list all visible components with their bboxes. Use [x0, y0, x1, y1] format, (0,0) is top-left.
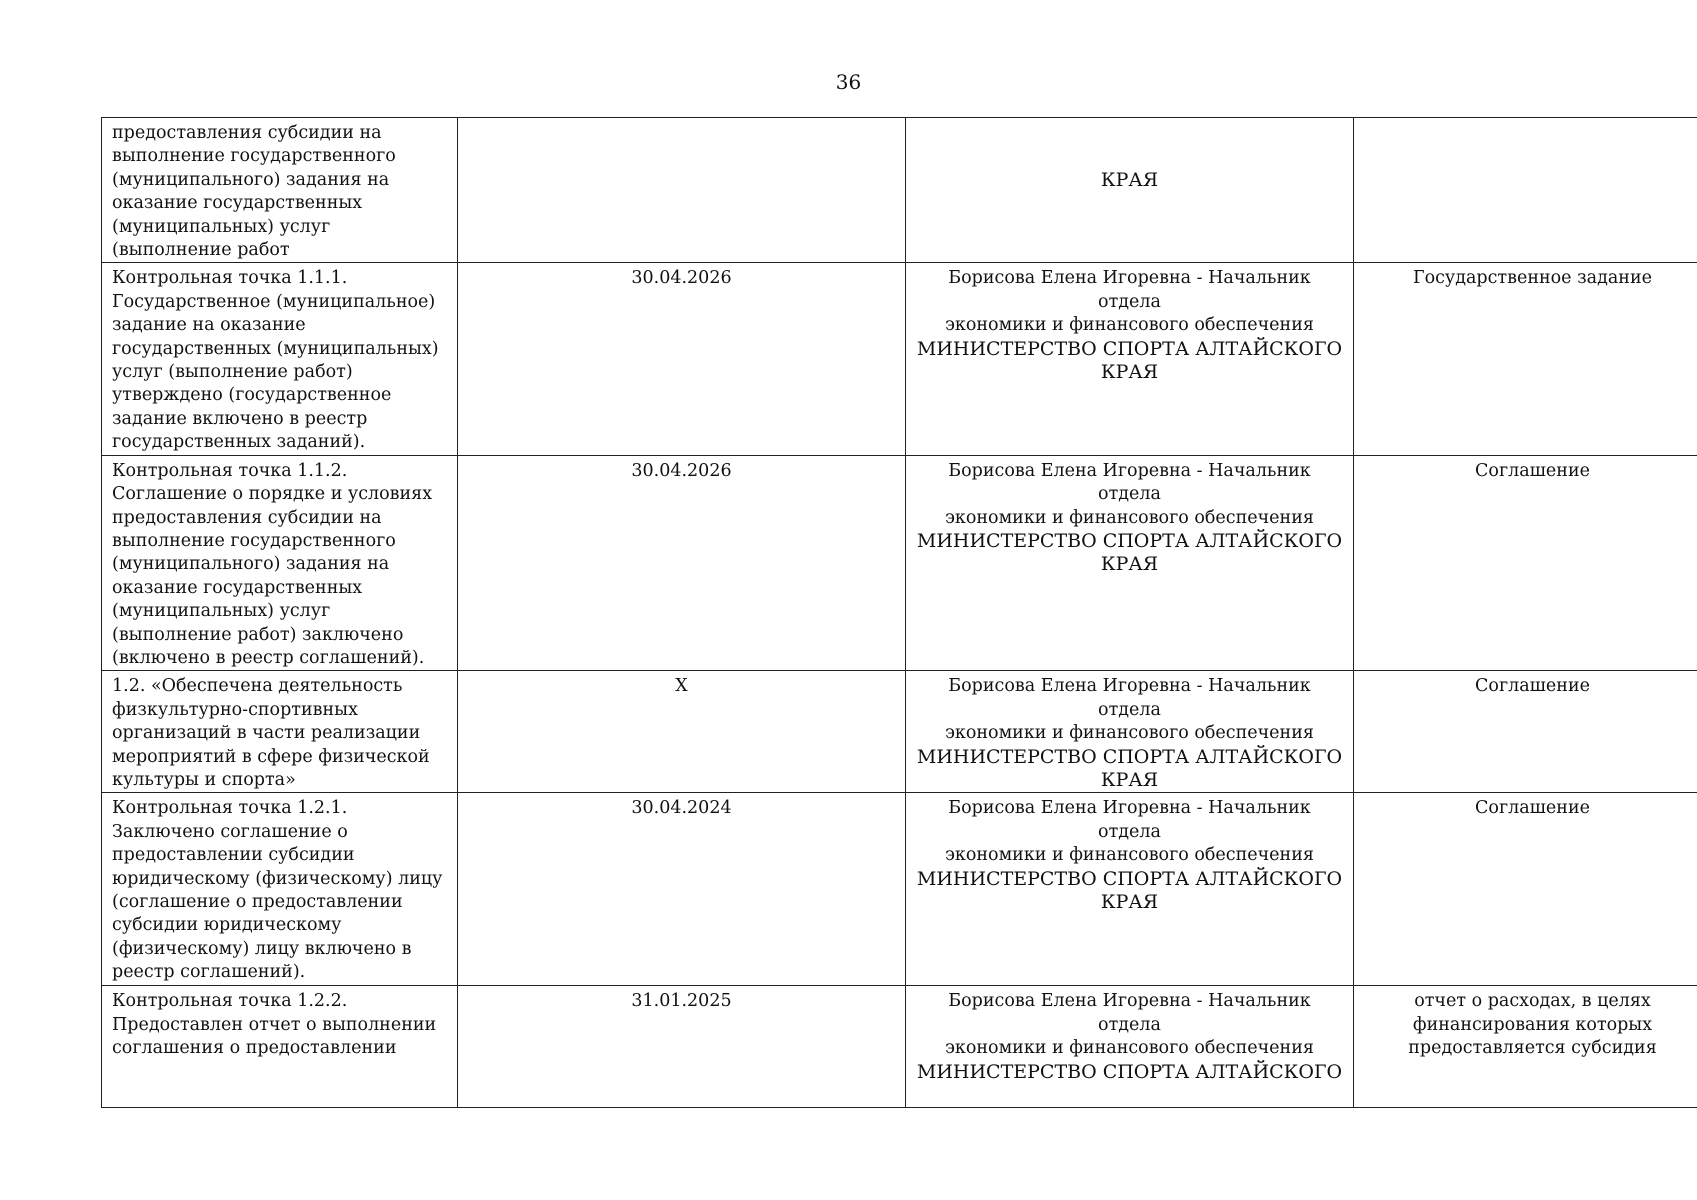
deadline-date: 30.04.2024 [631, 798, 732, 819]
document-text-line: Соглашение [1475, 460, 1590, 481]
control-point-text-line: 1.2. «Обеспечена деятельность [112, 676, 403, 697]
responsible-text-line: экономики и финансового обеспечения [945, 315, 1314, 336]
cell-control-point [102, 455, 458, 671]
responsible-text-line: экономики и финансового обеспечения [945, 845, 1314, 866]
control-point-text-line: предоставления субсидии на [112, 507, 382, 528]
control-point-text-line: Контрольная точка 1.1.1. [112, 268, 348, 289]
document-text-line: отчет о расходах, в целях [1414, 991, 1651, 1012]
responsible-text-line: КРАЯ [1100, 553, 1159, 576]
control-point-text-line: Заключено соглашение о [112, 821, 348, 842]
control-point-text-line: (муниципальных) услуг [112, 216, 331, 237]
cell-document [1354, 455, 1697, 671]
control-point-text-line: оказание государственных [112, 577, 363, 598]
deadline-date: 31.01.2025 [631, 991, 732, 1012]
control-point-text-line: (выполнение работ [112, 240, 290, 261]
responsible-text-line: экономики и финансового обеспечения [945, 1038, 1314, 1059]
control-point-text-line: государственных (муниципальных) [112, 338, 439, 359]
page-number: 36 [835, 70, 862, 94]
control-point-text-line: (физическому) лицу включено в [112, 938, 412, 959]
control-point-text-line: (выполнение работ) заключено [112, 624, 404, 645]
cell-deadline [458, 118, 906, 263]
responsible-text-line: экономики и финансового обеспечения [945, 507, 1314, 528]
responsible-text-line: МИНИСТЕРСТВО СПОРТА АЛТАЙСКОГО [916, 745, 1343, 768]
document-text-line: финансирования которых [1412, 1014, 1653, 1035]
control-point-text-line: Контрольная точка 1.2.2. [112, 991, 348, 1012]
control-point-text-line: Соглашение о порядке и условиях [112, 484, 433, 505]
control-point-text-line: Государственное (муниципальное) [112, 291, 436, 312]
responsible-text-line [916, 1084, 1343, 1107]
responsible-text-line: КРАЯ [1100, 361, 1159, 384]
table-row [102, 455, 1697, 671]
control-point-text-line: (соглашение о предоставлении [112, 892, 403, 912]
responsible-text-line [916, 145, 1343, 168]
cell-deadline [458, 793, 906, 986]
cell-deadline [458, 671, 906, 793]
control-point-text-line: задание включено в реестр [112, 408, 368, 429]
cell-responsible [906, 263, 1354, 455]
control-point-text-line: культуры и спорта» [112, 769, 296, 790]
control-point-text-line: государственных заданий). [112, 432, 366, 453]
document-text-line: Соглашение [1475, 676, 1590, 697]
cell-document [1354, 793, 1697, 986]
cell-deadline [458, 455, 906, 671]
responsible-text-line [916, 122, 1343, 145]
responsible-text-line: МИНИСТЕРСТВО СПОРТА АЛТАЙСКОГО [916, 529, 1343, 552]
cell-document [1354, 671, 1697, 793]
control-point-text-line: предоставления субсидии на [112, 123, 382, 143]
cell-responsible [906, 793, 1354, 986]
responsible-text-line: Борисова Елена Игоревна - Начальник отдела [948, 798, 1311, 842]
cell-responsible [906, 455, 1354, 671]
control-point-text-line: соглашения о предоставлении [112, 1038, 397, 1059]
deadline-date: 30.04.2026 [631, 460, 732, 481]
responsible-text-line: экономики и финансового обеспечения [945, 723, 1314, 744]
table-row [102, 793, 1697, 986]
control-point-text-line: Контрольная точка 1.1.2. [112, 460, 348, 481]
table-row [102, 118, 1697, 263]
cell-control-point [102, 118, 458, 263]
control-point-text-line: юридическому (физическому) лицу [112, 868, 443, 889]
cell-control-point [102, 671, 458, 793]
cell-responsible [906, 118, 1354, 263]
responsible-text-line: КРАЯ [1100, 891, 1159, 913]
control-point-text-line: задание на оказание [112, 315, 306, 336]
responsible-text-line: Борисова Елена Игоревна - Начальник отдела [948, 991, 1311, 1035]
document-text-line: Государственное задание [1413, 268, 1652, 289]
table-body [102, 118, 1697, 1108]
cell-document [1354, 263, 1697, 455]
control-point-text-line: (муниципальных) услуг [112, 601, 331, 622]
cell-control-point [102, 986, 458, 1108]
cell-deadline [458, 263, 906, 455]
control-point-text-line: физкультурно-спортивных [112, 699, 358, 720]
responsible-text-line: Борисова Елена Игоревна - Начальник отдела [948, 460, 1311, 505]
responsible-text-line: Борисова Елена Игоревна - Начальник отдела [948, 676, 1311, 720]
deadline-date: X [675, 676, 688, 697]
cell-control-point [102, 793, 458, 986]
table-row [102, 986, 1697, 1108]
control-points-table [101, 117, 1697, 1108]
responsible-text-line: Борисова Елена Игоревна - Начальник отдела [948, 268, 1311, 312]
deadline-date: 30.04.2026 [631, 268, 732, 289]
cell-control-point [102, 263, 458, 455]
control-point-text-line: реестр соглашений). [112, 962, 306, 983]
control-point-text-line: Предоставлен отчет о выполнении [112, 1014, 437, 1035]
cell-deadline [458, 986, 906, 1108]
control-point-text-line: оказание государственных [112, 193, 363, 214]
table-row [102, 671, 1697, 793]
control-point-text-line: Контрольная точка 1.2.1. [112, 798, 348, 819]
table-row [102, 263, 1697, 455]
responsible-text-line: МИНИСТЕРСТВО СПОРТА АЛТАЙСКОГО [916, 1060, 1343, 1083]
responsible-text-line: КРАЯ [1100, 168, 1159, 191]
responsible-text-line: МИНИСТЕРСТВО СПОРТА АЛТАЙСКОГО [916, 337, 1343, 360]
control-point-text-line: выполнение государственного [112, 146, 396, 167]
document-text-line: Соглашение [1475, 798, 1590, 819]
control-point-text-line: утверждено (государственное [112, 385, 392, 406]
cell-document [1354, 986, 1697, 1108]
control-point-text-line: выполнение государственного [112, 530, 396, 551]
control-point-text-line: предоставлении субсидии [112, 845, 355, 866]
control-point-text-line: мероприятий в сфере физической [112, 746, 430, 767]
control-point-text-line: субсидии юридическому [112, 915, 342, 936]
control-point-text-line: (муниципального) задания на [112, 554, 390, 575]
control-point-text-line: организаций в части реализации [112, 723, 421, 744]
responsible-text-line [916, 192, 1343, 215]
cell-responsible [906, 986, 1354, 1108]
responsible-text-line: КРАЯ [1100, 768, 1159, 791]
cell-document [1354, 118, 1697, 263]
control-point-text-line: (включено в реестр соглашений). [112, 647, 425, 668]
responsible-text-line: МИНИСТЕРСТВО СПОРТА АЛТАЙСКОГО [916, 867, 1343, 890]
control-point-text-line: (муниципального) задания на [112, 169, 390, 190]
document-text-line: предоставляется субсидия [1408, 1038, 1657, 1059]
cell-responsible [906, 671, 1354, 793]
control-point-text-line: услуг (выполнение работ) [112, 362, 353, 383]
